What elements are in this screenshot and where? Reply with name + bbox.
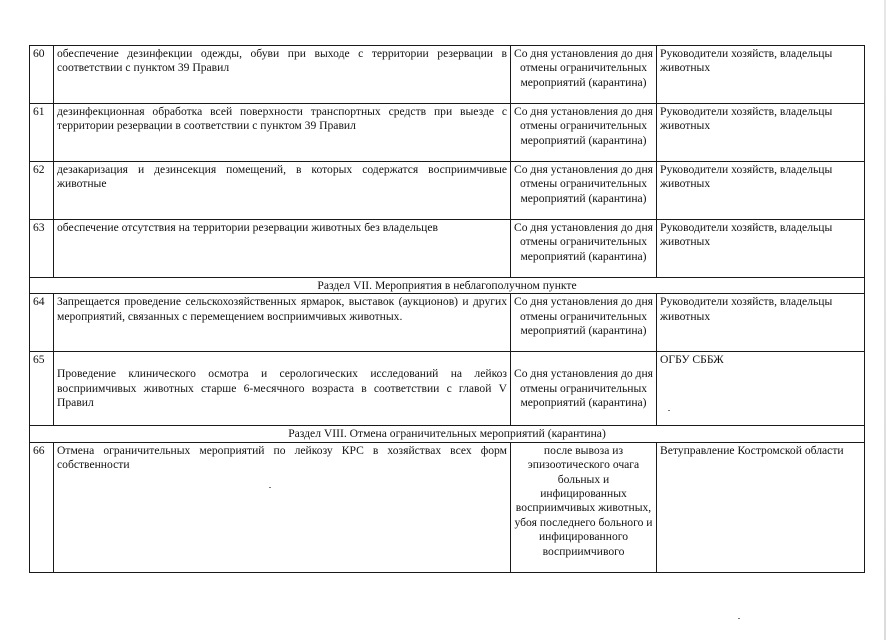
activity-cell bbox=[54, 352, 511, 426]
activity-cell: дезакаризация и дезинсекция помещений, в которых содержатся восприимчивые животные bbox=[54, 162, 511, 220]
row-number: 64 bbox=[30, 294, 54, 352]
responsible-cell: Руководители хозяйств, владельцы животных bbox=[657, 220, 865, 278]
table-row bbox=[30, 352, 865, 426]
responsible-cell: Руководители хозяйств, владельцы животных bbox=[657, 294, 865, 352]
row-number: 60 bbox=[30, 46, 54, 104]
activity-cell: обеспечение дезинфекции одежды, обуви при выходе с территории резервации в соответствии с пунктом 39 Правил bbox=[54, 46, 511, 104]
responsible-cell: ОГБУ СББЖ bbox=[657, 352, 865, 426]
table-row bbox=[30, 46, 865, 104]
section-row bbox=[30, 278, 865, 294]
measures-table bbox=[29, 45, 865, 573]
responsible-cell: Ветуправление Костромской области bbox=[657, 442, 865, 572]
row-number: 61 bbox=[30, 104, 54, 162]
row-number: 62 bbox=[30, 162, 54, 220]
table-row bbox=[30, 162, 865, 220]
responsible-cell: Руководители хозяйств, владельцы животных bbox=[657, 162, 865, 220]
scan-speck bbox=[668, 410, 670, 411]
term-cell: после вывоза из эпизоотического очага больных и инфицированных восприимчивых животных, убоя последнего больного и инфицированного восприимчивого bbox=[511, 442, 657, 572]
activity-cell: обеспечение отсутствия на территории резервации животных без владельцев bbox=[54, 220, 511, 278]
scan-edge bbox=[884, 0, 886, 640]
table-row bbox=[30, 294, 865, 352]
term-cell: Со дня установления до дня отмены ограничительных мероприятий (карантина) bbox=[511, 104, 657, 162]
responsible-cell: Руководители хозяйств, владельцы животных bbox=[657, 104, 865, 162]
scan-speck bbox=[269, 487, 271, 488]
term-cell: Со дня установления до дня отмены ограничительных мероприятий (карантина) bbox=[511, 294, 657, 352]
term-text: Со дня установления до дня отмены ограничительных мероприятий (карантина) bbox=[514, 367, 653, 410]
term-cell bbox=[511, 352, 657, 426]
scan-speck bbox=[738, 618, 740, 619]
term-cell: Со дня установления до дня отмены ограничительных мероприятий (карантина) bbox=[511, 220, 657, 278]
section-title: Раздел VIII. Отмена ограничительных мероприятий (карантина) bbox=[30, 426, 865, 442]
term-cell: Со дня установления до дня отмены ограничительных мероприятий (карантина) bbox=[511, 46, 657, 104]
activity-cell: Запрещается проведение сельскохозяйственных ярмарок, выставок (аукционов) и других мероприятий, связанных с перемещением восприимчивых животных. bbox=[54, 294, 511, 352]
row-number: 63 bbox=[30, 220, 54, 278]
row-number: 66 bbox=[30, 442, 54, 572]
section-row bbox=[30, 426, 865, 442]
activity-cell: Отмена ограничительных мероприятий по лейкозу КРС в хозяйствах всех форм собственности bbox=[54, 442, 511, 572]
responsible-cell: Руководители хозяйств, владельцы животных bbox=[657, 46, 865, 104]
term-cell: Со дня установления до дня отмены ограничительных мероприятий (карантина) bbox=[511, 162, 657, 220]
section-title: Раздел VII. Мероприятия в неблагополучном пункте bbox=[30, 278, 865, 294]
row-number: 65 bbox=[30, 352, 54, 426]
table-row bbox=[30, 442, 865, 572]
table-row bbox=[30, 220, 865, 278]
table-row bbox=[30, 104, 865, 162]
activity-cell: дезинфекционная обработка всей поверхности транспортных средств при выезде с территории резервации в соответствии с пунктом 39 Правил bbox=[54, 104, 511, 162]
activity-text: Проведение клинического осмотра и серологических исследований на лейкоз восприимчивых животных старше 6-месячного возраста в соответствии с главой V Правил bbox=[57, 367, 507, 410]
